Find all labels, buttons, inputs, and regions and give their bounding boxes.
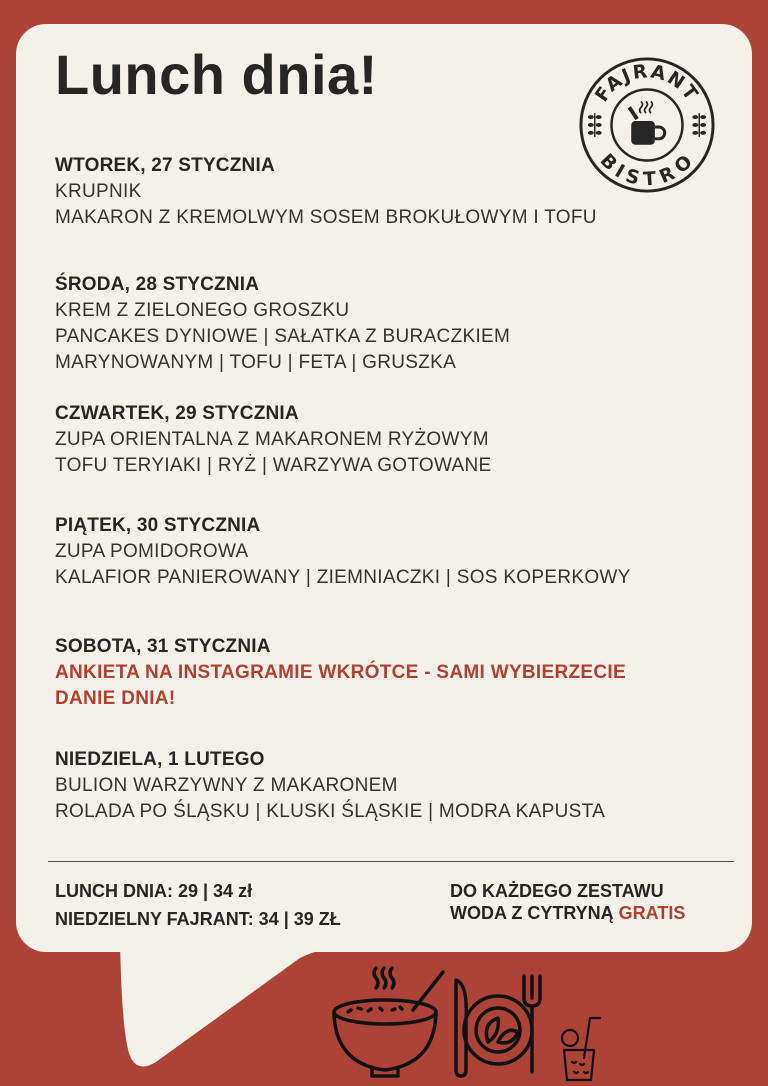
promo-note bbox=[450, 880, 685, 924]
day-heading: CZWARTEK, 29 STYCZNIA bbox=[55, 403, 299, 424]
saturday-announcement-cont: DANIE DNIA! bbox=[55, 688, 176, 709]
promo-line-2 bbox=[450, 902, 685, 924]
day-heading: SOBOTA, 31 STYCZNIA bbox=[55, 636, 271, 657]
plate-cutlery-icon bbox=[456, 976, 540, 1076]
day-friday bbox=[55, 513, 631, 591]
dish-main: PANCAKES DYNIOWE | SAŁATKA Z BURACZKIEM bbox=[55, 326, 511, 347]
day-saturday bbox=[55, 634, 626, 712]
day-sunday bbox=[55, 747, 605, 825]
dish-soup: ZUPA ORIENTALNA Z MAKARONEM RYŻOWYM bbox=[55, 429, 489, 450]
dish-main: ROLADA PO ŚLĄSKU | KLUSKI ŚLĄSKIE | MODRA KAPUSTA bbox=[55, 801, 606, 822]
svg-text:BISTRO bbox=[596, 150, 699, 190]
dish-main: TOFU TERYIAKI | RYŻ | WARZYWA GOTOWANE bbox=[55, 455, 492, 476]
fajrant-bistro-logo bbox=[578, 56, 716, 194]
saturday-announcement: ANKIETA NA INSTAGRAMIE WKRÓTCE - SAMI WYBIERZECIE bbox=[55, 662, 626, 683]
dish-main-cont: MARYNOWANYM | TOFU | FETA | GRUSZKA bbox=[55, 352, 457, 373]
dish-soup: BULION WARZYWNY Z MAKARONEM bbox=[55, 775, 398, 796]
svg-text:FAJRANT bbox=[592, 61, 703, 106]
dish-main: KALAFIOR PANIEROWANY | ZIEMNIACZKI | SOS KOPERKOWY bbox=[55, 567, 631, 588]
food-icons bbox=[328, 962, 628, 1082]
promo-line-1: DO KAŻDEGO ZESTAWU bbox=[450, 881, 664, 901]
day-heading: NIEDZIELA, 1 LUTEGO bbox=[55, 749, 265, 770]
day-heading: ŚRODA, 28 STYCZNIA bbox=[55, 274, 260, 295]
logo-bottom-text: BISTRO bbox=[595, 150, 699, 191]
coffee-mug-icon bbox=[629, 101, 664, 144]
day-heading: WTOREK, 27 STYCZNIA bbox=[55, 155, 275, 176]
dish-soup: KRUPNIK bbox=[55, 181, 142, 202]
promo-text: WODA Z CYTRYNĄ bbox=[450, 903, 619, 923]
dish-main: MAKARON Z KREMOLWYM SOSEM BROKUŁOWYM I TOFU bbox=[55, 207, 597, 228]
soup-bowl-icon bbox=[334, 968, 443, 1076]
divider bbox=[48, 861, 734, 862]
drink-glass-icon bbox=[562, 1018, 600, 1080]
sunday-price: NIEDZIELNY FAJRANT: 34 | 39 ZŁ bbox=[55, 909, 341, 929]
leaf-right-icon bbox=[692, 113, 706, 137]
day-thursday bbox=[55, 401, 492, 479]
page-title: Lunch dnia! bbox=[55, 43, 378, 106]
leaf-left-icon bbox=[588, 113, 602, 137]
price-list bbox=[55, 877, 341, 933]
gratis-highlight: GRATIS bbox=[618, 903, 686, 923]
day-wednesday bbox=[55, 272, 510, 376]
dish-soup: KREM Z ZIELONEGO GROSZKU bbox=[55, 300, 350, 321]
logo-top-text: FAJRANT bbox=[591, 61, 703, 106]
dish-soup: ZUPA POMIDOROWA bbox=[55, 541, 249, 562]
lunch-price: LUNCH DNIA: 29 | 34 zł bbox=[55, 881, 253, 901]
day-tuesday bbox=[55, 153, 597, 231]
day-heading: PIĄTEK, 30 STYCZNIA bbox=[55, 515, 261, 536]
